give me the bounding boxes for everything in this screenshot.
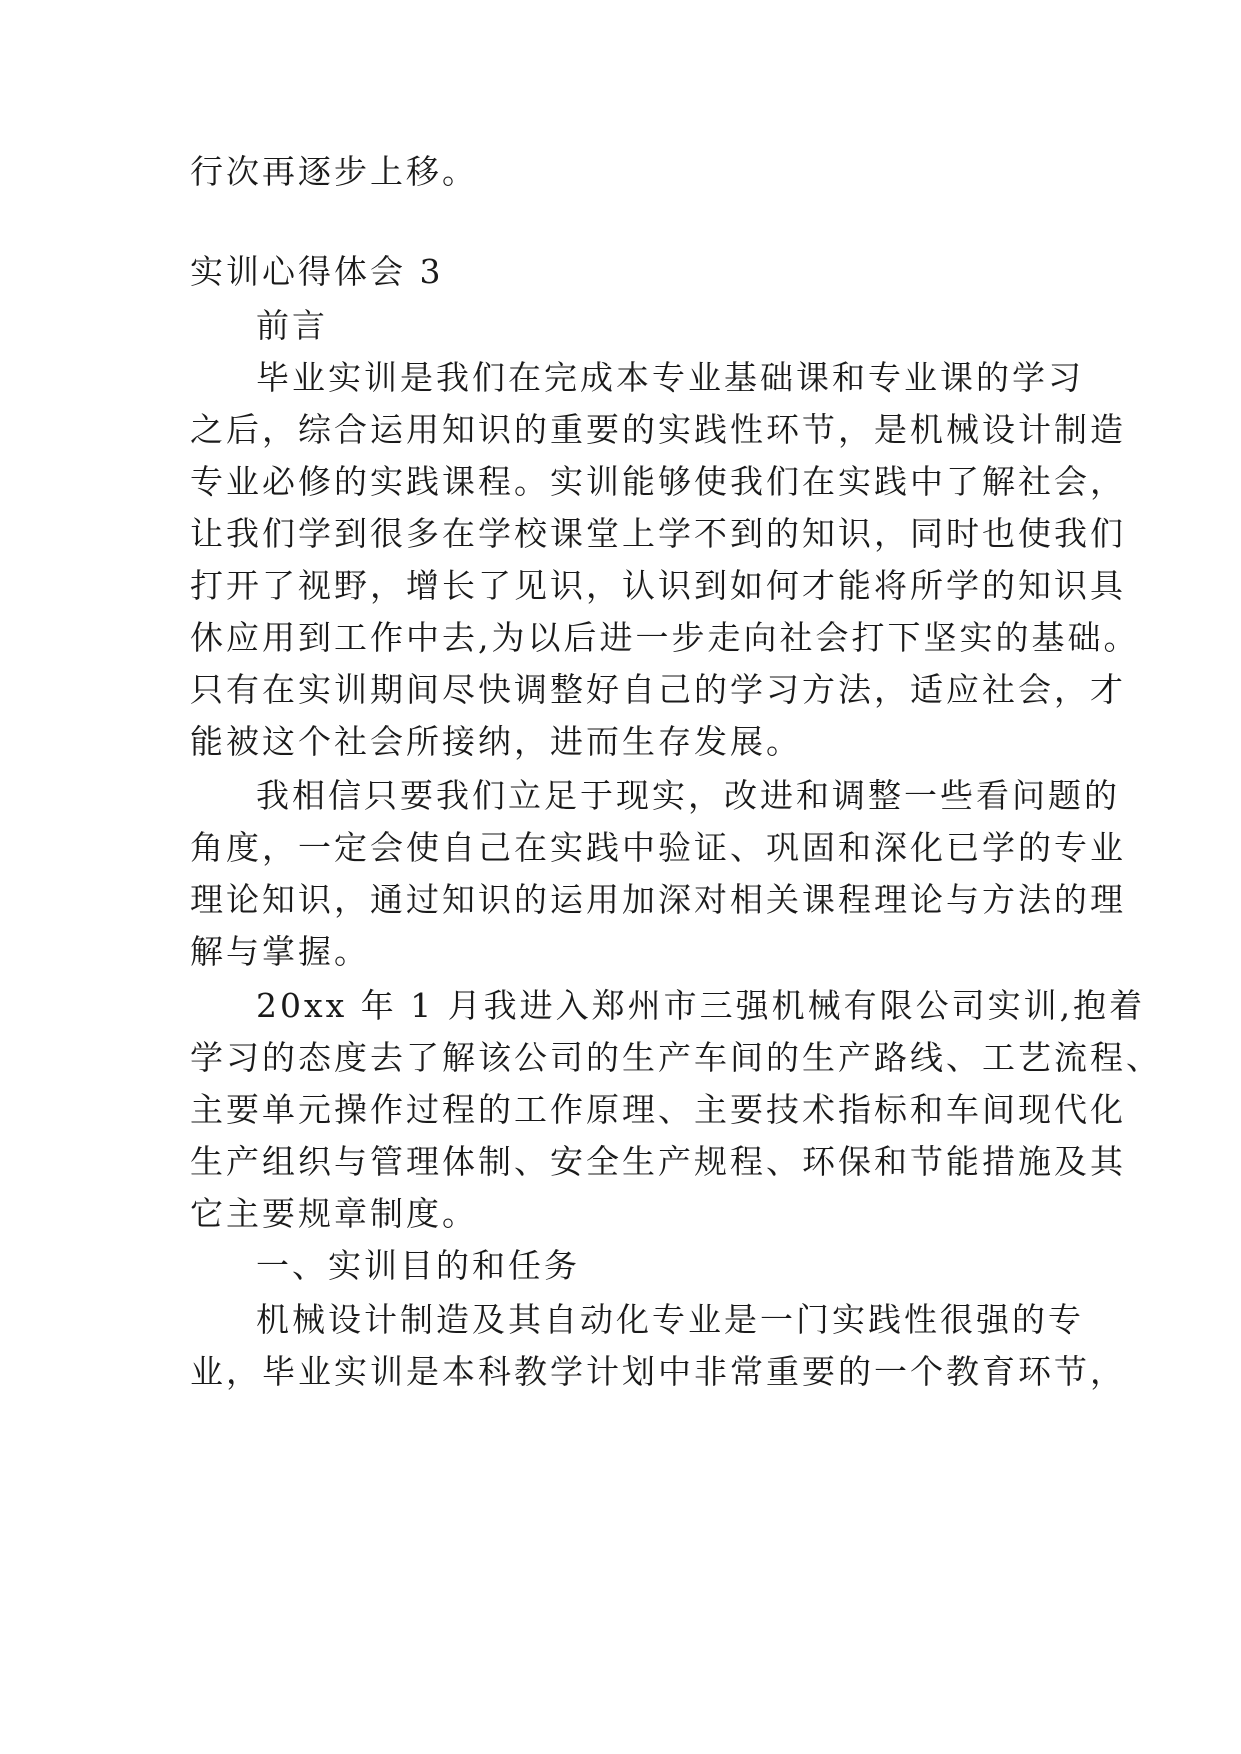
subheading: 一、实训目的和任务 <box>256 1246 580 1285</box>
text-line: 20xx 年 1 月我进入郑州市三强机械有限公司实训,抱着 <box>256 986 1146 1025</box>
section-title: 实训心得体会 3 <box>190 252 444 291</box>
text-line: 它主要规章制度。 <box>190 1194 478 1233</box>
text-line: 休应用到工作中去,为以后进一步走向社会打下坚实的基础。 <box>190 618 1140 657</box>
text-line: 打开了视野，增长了见识，认识到如何才能将所学的知识具 <box>190 566 1126 605</box>
text-line: 让我们学到很多在学校课堂上学不到的知识，同时也使我们 <box>190 514 1126 553</box>
text-line: 我相信只要我们立足于现实，改进和调整一些看问题的 <box>256 776 1120 815</box>
text-line: 解与掌握。 <box>190 932 370 971</box>
text-line: 业，毕业实训是本科教学计划中非常重要的一个教育环节， <box>190 1352 1126 1391</box>
text-line: 行次再逐步上移。 <box>190 152 478 191</box>
text-line: 机械设计制造及其自动化专业是一门实践性很强的专 <box>256 1300 1084 1339</box>
subheading: 前言 <box>256 306 328 345</box>
text-line: 只有在实训期间尽快调整好自己的学习方法，适应社会，才 <box>190 670 1126 709</box>
text-line: 角度，一定会使自己在实践中验证、巩固和深化已学的专业 <box>190 828 1126 867</box>
text-line: 能被这个社会所接纳，进而生存发展。 <box>190 722 802 761</box>
text-line: 专业必修的实践课程。实训能够使我们在实践中了解社会， <box>190 462 1126 501</box>
text-line: 毕业实训是我们在完成本专业基础课和专业课的学习 <box>256 358 1084 397</box>
text-line: 生产组织与管理体制、安全生产规程、环保和节能措施及其 <box>190 1142 1126 1181</box>
text-line: 主要单元操作过程的工作原理、主要技术指标和车间现代化 <box>190 1090 1126 1129</box>
text-line: 之后，综合运用知识的重要的实践性环节，是机械设计制造 <box>190 410 1126 449</box>
text-line: 学习的态度去了解该公司的生产车间的生产路线、工艺流程、 <box>190 1038 1162 1077</box>
text-line: 理论知识，通过知识的运用加深对相关课程理论与方法的理 <box>190 880 1126 919</box>
